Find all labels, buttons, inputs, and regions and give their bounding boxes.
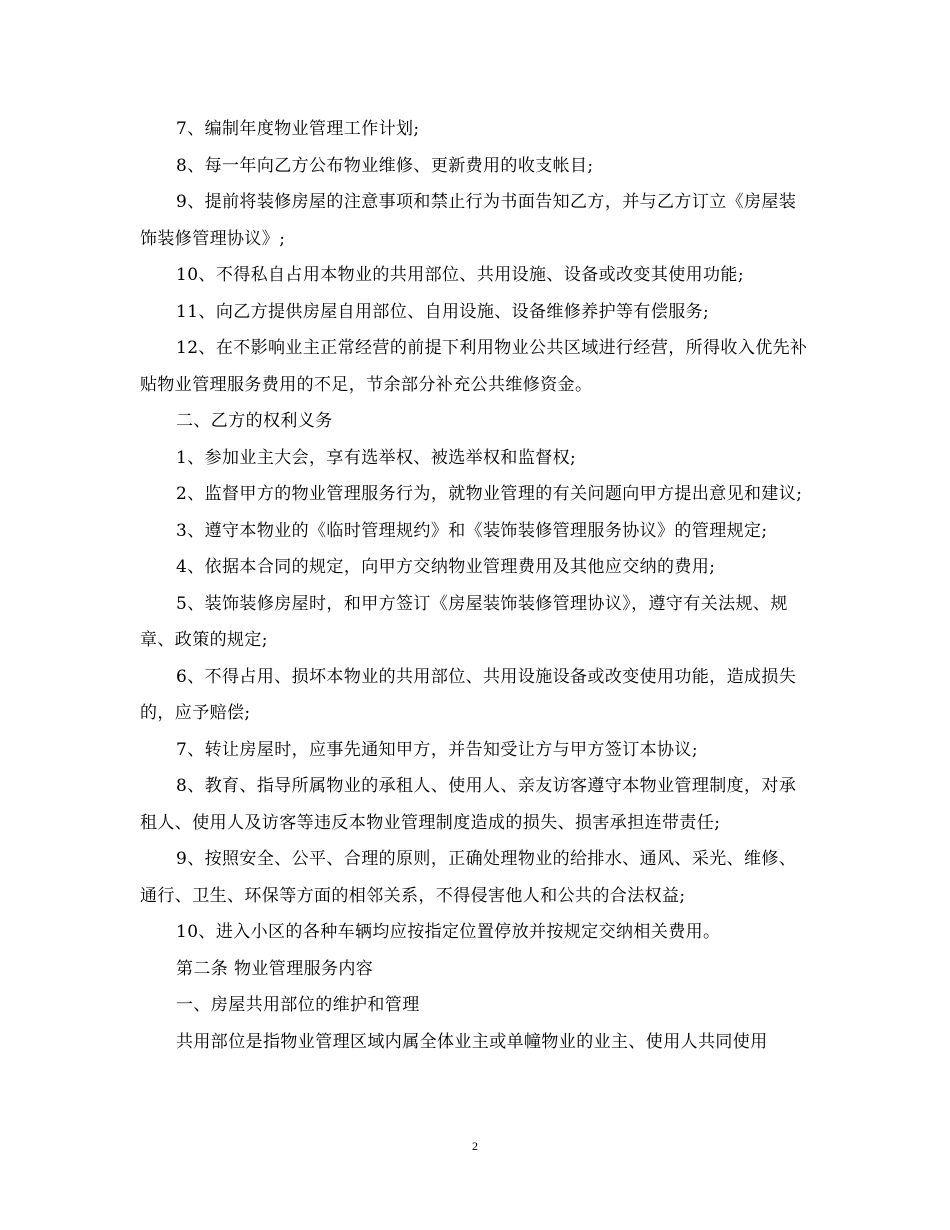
paragraph-3: 9、提前将装修房屋的注意事项和禁止行为书面告知乙方，并与乙方订立《房屋装饰装修管理协议》; bbox=[140, 192, 797, 249]
document-body bbox=[140, 111, 810, 1060]
paragraph-12: 6、不得占用、损坏本物业的共用部位、共用设施设备或改变使用功能，造成损失的，应予赔偿; bbox=[140, 666, 797, 723]
paragraph-16: 10、进入小区的各种车辆均应按指定位置停放并按规定交纳相关费用。 bbox=[176, 922, 721, 942]
paragraph-13: 7、转让房屋时，应事先通知甲方，并告知受让方与甲方签订本协议; bbox=[176, 739, 698, 760]
section-heading-common-parts: 一、房屋共用部位的维护和管理 bbox=[176, 995, 420, 1015]
paragraph-2: 8、每一年向乙方公布物业维修、更新费用的收支帐目; bbox=[176, 155, 594, 176]
paragraph-6: 12、在不影响业主正常经营的前提下利用物业公共区域进行经营，所得收入优先补贴物业管理服务费用的不足，节余部分补充公共维修资金。 bbox=[140, 338, 808, 395]
paragraph-10: 4、依据本合同的规定，向甲方交纳物业管理费用及其他应交纳的费用; bbox=[176, 557, 716, 577]
paragraph-11: 5、装饰装修房屋时，和甲方签订《房屋装饰装修管理协议》，遵守有关法规、规章、政策的规定; bbox=[140, 593, 788, 650]
paragraph-5: 11、向乙方提供房屋自用部位、自用设施、设备维修养护等有偿服务; bbox=[176, 301, 710, 322]
paragraph-15: 9、按照安全、公平、合理的原则，正确处理物业的给排水、通风、采光、维修、通行、卫生、环保等方面的相邻关系，不得侵害他人和公共的合法权益; bbox=[140, 849, 797, 906]
article-heading-2: 第二条 物业管理服务内容 bbox=[176, 958, 374, 979]
paragraph-14: 8、教育、指导所属物业的承租人、使用人、亲友访客遵守本物业管理制度，对承租人、使用人及访客等违反本物业管理制度造成的损失、损害承担连带责任; bbox=[140, 776, 797, 833]
paragraph-1: 7、编制年度物业管理工作计划; bbox=[176, 119, 420, 139]
paragraph-4: 10、不得私自占用本物业的共用部位、共用设施、设备或改变其使用功能; bbox=[176, 265, 744, 285]
paragraph-7: 1、参加业主大会，享有选举权、被选举权和监督权; bbox=[176, 447, 577, 468]
paragraph-17: 共用部位是指物业管理区域内属全体业主或单幢物业的业主、使用人共同使用 bbox=[176, 1031, 768, 1052]
section-heading-party-b: 二、乙方的权利义务 bbox=[176, 411, 333, 431]
paragraph-9: 3、遵守本物业的《临时管理规约》和《装饰装修管理服务协议》的管理规定; bbox=[176, 520, 768, 541]
page-number: 2 bbox=[472, 1139, 478, 1153]
paragraph-8: 2、监督甲方的物业管理服务行为，就物业管理的有关问题向甲方提出意见和建议; bbox=[176, 484, 803, 504]
